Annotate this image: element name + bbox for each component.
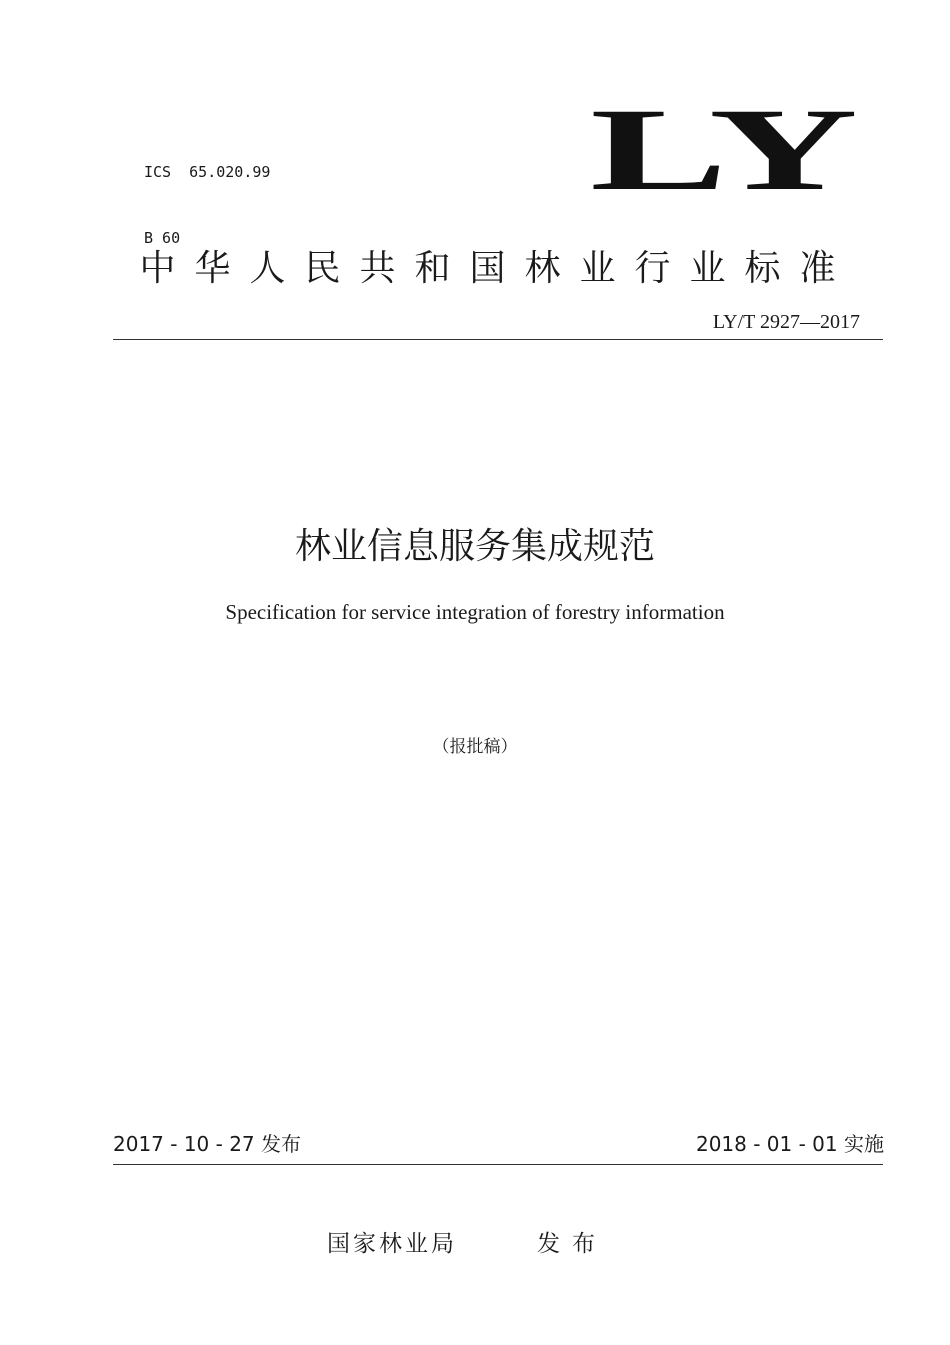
ics-code: ICS 65.020.99	[144, 163, 271, 181]
publish-label: 发布	[537, 1231, 607, 1257]
ly-logo	[590, 98, 860, 198]
standard-category-title: 中华人民共和国林业行业标准	[139, 248, 855, 289]
svg-text:LY: LY	[590, 98, 858, 198]
standard-code: LY/T 2927—2017	[712, 311, 860, 333]
ccs-code: B 60	[144, 229, 181, 247]
top-divider	[113, 339, 883, 340]
draft-status: （报批稿）	[432, 737, 518, 757]
issue-date: 2017 - 10 - 27 发布	[113, 1132, 302, 1156]
bottom-divider	[113, 1164, 883, 1165]
document-title-chinese: 林业信息服务集成规范	[294, 526, 655, 567]
publisher-name: 国家林业局	[327, 1231, 457, 1257]
implementation-date: 2018 - 01 - 01 实施	[695, 1132, 884, 1156]
document-title-english: Specification for service integration of forestry information	[225, 600, 725, 624]
